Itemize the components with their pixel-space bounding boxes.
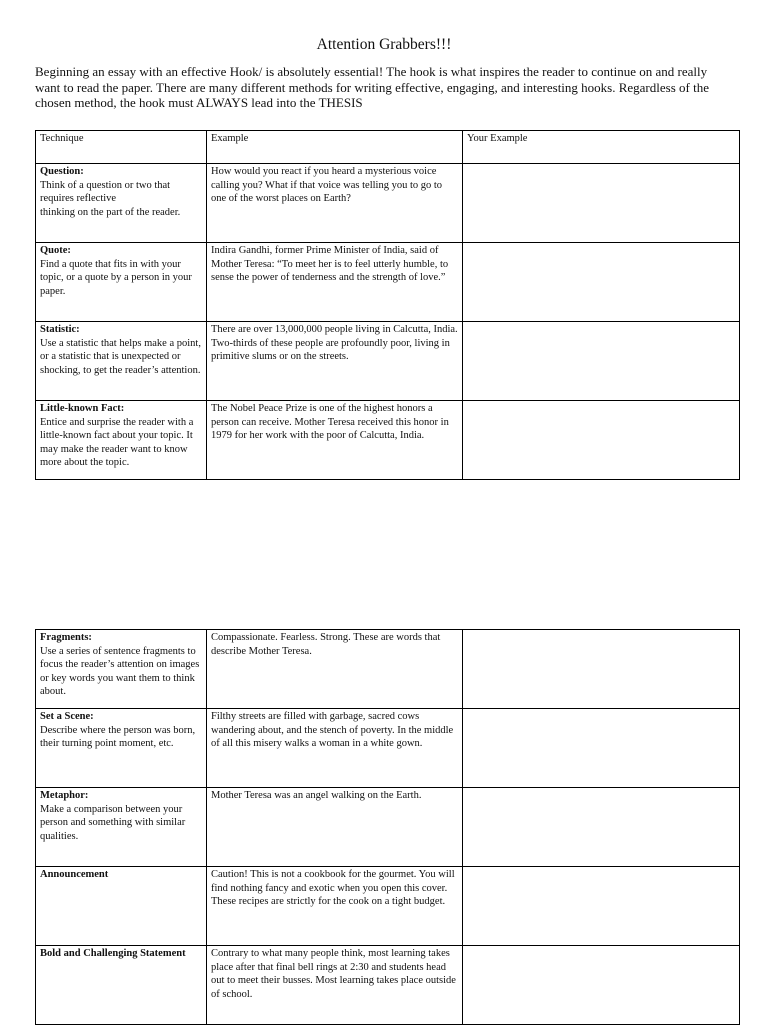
technique-name: Fragments:: [40, 632, 92, 643]
example-cell: Filthy streets are filled with garbage, sacred cows wandering about, and the stench of poverty. In the middle of all this misery walks a woman in a white gown.: [207, 709, 463, 788]
technique-description: Use a series of sentence fragments to focus the reader’s attention on images or key words you want them to think about.: [40, 645, 200, 697]
example-cell: How would you react if you heard a mysterious voice calling you? What if that voice was telling you to go to one of the worst places on Earth?: [207, 164, 463, 243]
your-example-cell[interactable]: [463, 709, 740, 788]
your-example-cell[interactable]: [463, 788, 740, 867]
your-example-cell[interactable]: [463, 867, 740, 946]
technique-name: Announcement: [40, 869, 109, 880]
technique-name: Little-known Fact:: [40, 403, 125, 414]
your-example-cell[interactable]: [463, 243, 740, 322]
technique-cell: [36, 709, 207, 788]
technique-row-metaphor: [36, 788, 740, 867]
example-cell: Contrary to what many people think, most learning takes place after that final bell rings at 2:30 and students head out to meet their busses. Most learning takes place outside of school.: [207, 946, 463, 1025]
technique-row-little-known-fact: [36, 401, 740, 480]
technique-cell: [36, 243, 207, 322]
example-cell: The Nobel Peace Prize is one of the highest honors a person can receive. Mother Teresa received this honor in 1979 for her work with the poor of Calcutta, India.: [207, 401, 463, 480]
technique-name: Question:: [40, 166, 84, 177]
your-example-cell[interactable]: [463, 322, 740, 401]
header-example: Example: [207, 131, 463, 164]
technique-row-quote: [36, 243, 740, 322]
technique-description: Think of a question or two that requires reflective thinking on the part of the reader.: [40, 179, 181, 218]
technique-cell: [36, 630, 207, 709]
example-cell: Indira Gandhi, former Prime Minister of India, said of Mother Teresa: “To meet her is to feel utterly humble, to sense the power of tenderness and the strength of love.”: [207, 243, 463, 322]
technique-cell: [36, 164, 207, 243]
technique-cell: [36, 401, 207, 480]
technique-row-fragments: [36, 630, 740, 709]
technique-name: Statistic:: [40, 324, 80, 335]
example-cell: Compassionate. Fearless. Strong. These are words that describe Mother Teresa.: [207, 630, 463, 709]
technique-cell: [36, 867, 207, 946]
technique-name: Set a Scene:: [40, 711, 94, 722]
technique-description: Find a quote that fits in with your topic, or a quote by a person in your paper.: [40, 258, 192, 297]
header-your-example: Your Example: [463, 131, 740, 164]
technique-cell: [36, 788, 207, 867]
your-example-cell[interactable]: [463, 946, 740, 1025]
hooks-table-1: [35, 130, 740, 480]
header-technique: Technique: [36, 131, 207, 164]
technique-name: Metaphor:: [40, 790, 89, 801]
page-title: Attention Grabbers!!!: [316, 36, 452, 53]
technique-row-question: [36, 164, 740, 243]
technique-row-statistic: [36, 322, 740, 401]
example-cell: Caution! This is not a cookbook for the gourmet. You will find nothing fancy and exotic when you open this cover. These recipes are strictly for the cook on a tight budget.: [207, 867, 463, 946]
technique-description: Describe where the person was born, their turning point moment, etc.: [40, 724, 196, 749]
technique-row-set-a-scene: [36, 709, 740, 788]
example-cell: Mother Teresa was an angel walking on the Earth.: [207, 788, 463, 867]
table-header-row: [36, 131, 740, 164]
example-cell: There are over 13,000,000 people living in Calcutta, India. Two-thirds of these people are profoundly poor, living in primitive slums or on the streets.: [207, 322, 463, 401]
technique-description: Entice and surprise the reader with a little-known fact about your topic. It may make the reader want to know more about the topic.: [40, 416, 194, 468]
technique-cell: [36, 946, 207, 1025]
technique-description: Use a statistic that helps make a point, or a statistic that is unexpected or shocking, to get the reader’s attention.: [40, 337, 201, 376]
your-example-cell[interactable]: [463, 630, 740, 709]
technique-cell: [36, 322, 207, 401]
your-example-cell[interactable]: [463, 164, 740, 243]
technique-description: Make a comparison between your person and something with similar qualities.: [40, 803, 186, 842]
technique-name: Bold and Challenging Statement: [40, 948, 186, 959]
technique-row-bold-and-challenging-statement: [36, 946, 740, 1025]
technique-row-announcement: [36, 867, 740, 946]
your-example-cell[interactable]: [463, 401, 740, 480]
hooks-table-2: [35, 629, 740, 1025]
technique-name: Quote:: [40, 245, 71, 256]
intro-paragraph: Beginning an essay with an effective Hook/ is absolutely essential! The hook is what inspires the reader to continue on and really want to read the paper. There are many different methods for writing effective, engaging, and interesting hooks. Regardless of the chosen method, the hook must ALWAYS lead into the THESIS: [35, 64, 709, 110]
